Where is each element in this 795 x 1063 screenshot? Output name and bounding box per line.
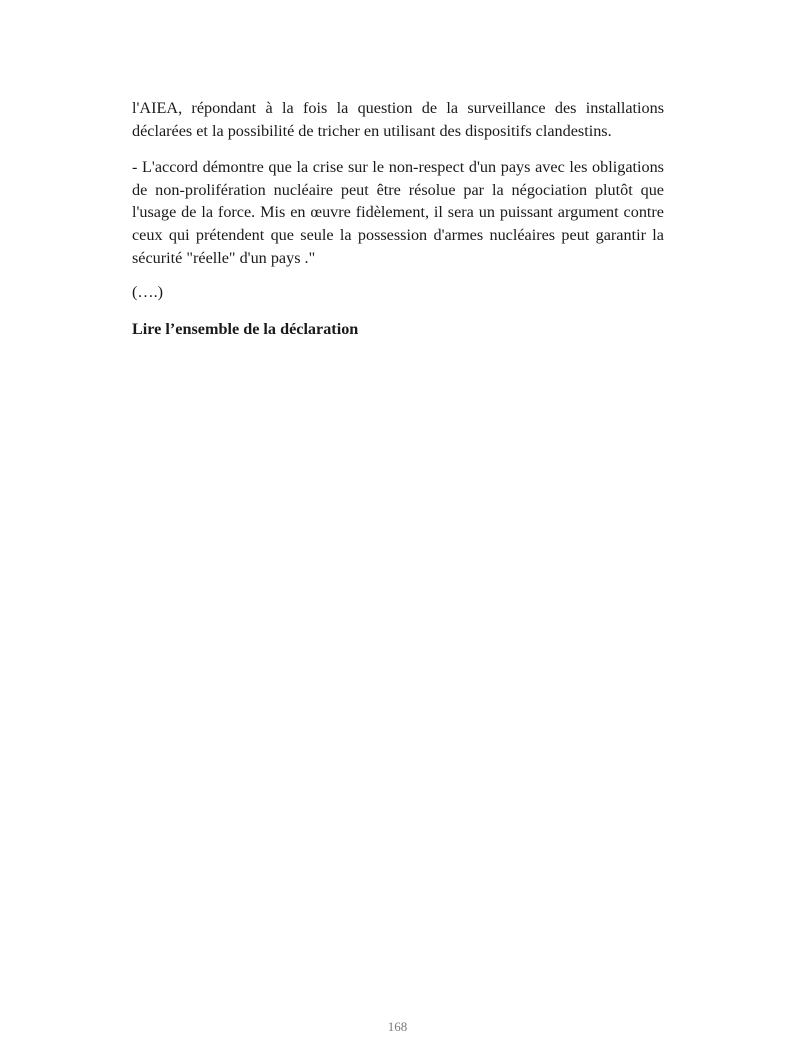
paragraph-surveillance: l'AIEA, répondant à la fois la question de la surveillance des installations déclarées et la possibilité de tricher en utilisant des dispositifs clandestins. [132, 99, 664, 140]
ellipsis-marker: (….) [132, 283, 164, 301]
page-number: 168 [387, 1019, 408, 1034]
read-full-declaration-link[interactable]: Lire l’ensemble de la déclaration [132, 320, 359, 338]
paragraph-accord: - L'accord démontre que la crise sur le non-respect d'un pays avec les obligations de non-prolifération nucléaire peut être résolue par la négociation plutôt que l'usage de la force. Mis en œuvre fidèlement, il sera un puissant argument contre ceux qui prétendent que seule la possession d'armes nucléaires peut garantir la sécurité "réelle" d'un pays ." [132, 158, 664, 267]
